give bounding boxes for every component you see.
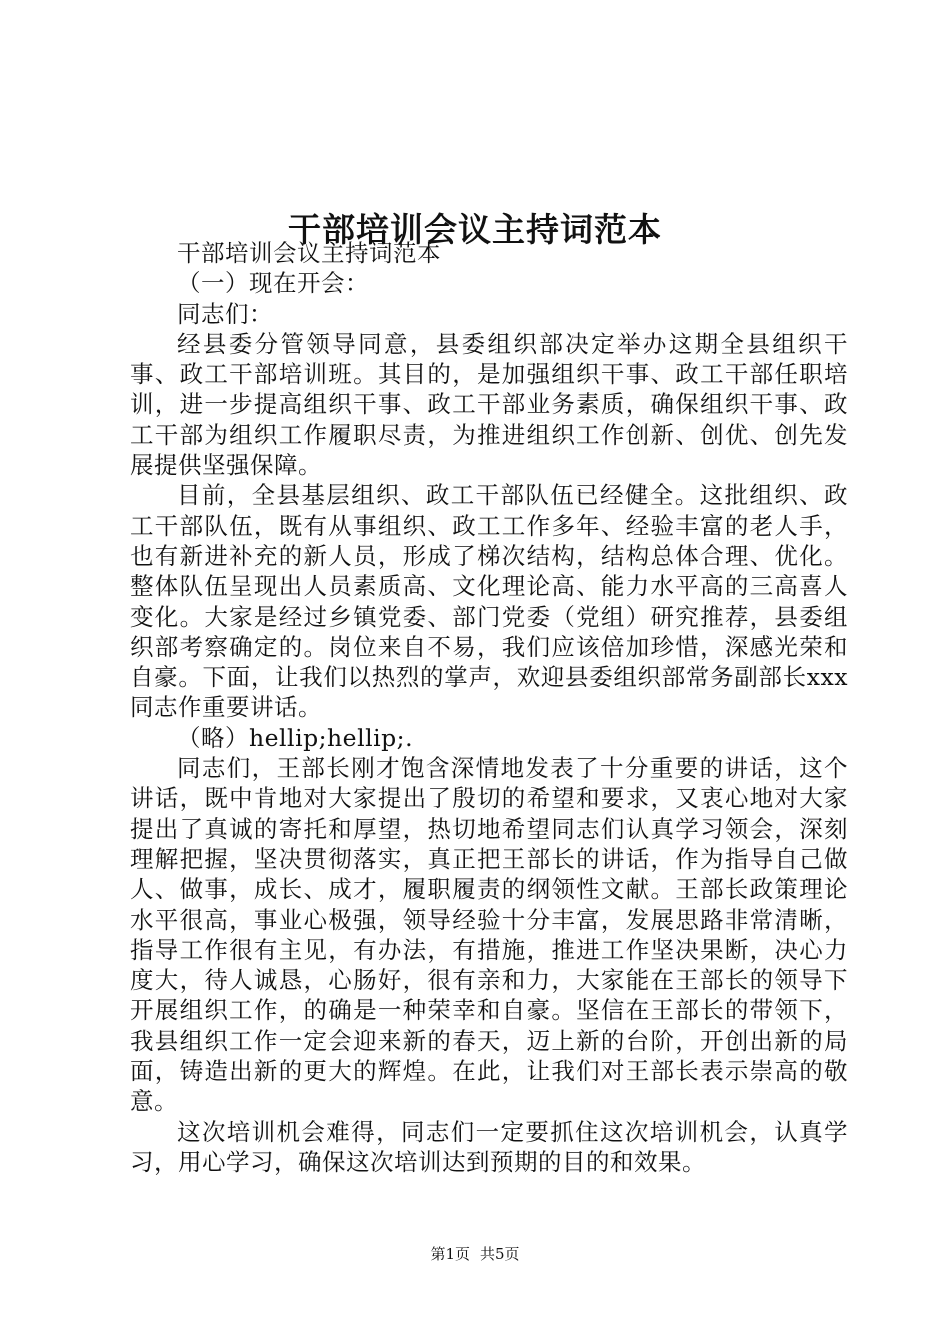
page-footer xyxy=(0,1243,950,1265)
body-paragraph: 同志们： xyxy=(177,299,273,328)
body-paragraph: 干部培训会议主持词范本 xyxy=(177,239,441,267)
body-paragraph: 经县委分管领导同意，县委组织部决定举办这期全县组织干事、政工干部培训班。其目的，是加强组织干事、政工干部任职培训，进一步提高组织干事、政工干部业务素质，确保组织干事、政工干部为组织工作履职尽责，为推进组织工作创新、创优、创先发展提供坚强保障。 xyxy=(130,329,848,480)
body-paragraph: 这次培训机会难得，同志们一定要抓住这次培训机会，认真学习，用心学习，确保这次培训达到预期的目的和效果。 xyxy=(130,1117,848,1176)
page-total: 共5页 xyxy=(480,1245,520,1263)
body-paragraph: （一）现在开会： xyxy=(177,269,369,298)
body-paragraph: 同志们，王部长刚才饱含深情地发表了十分重要的讲话，这个讲话，既中肯地对大家提出了殷切的希望和要求，又衷心地对大家提出了真诚的寄托和厚望，热切地希望同志们认真学习领会，深刻理解把握，坚决贯彻落实，真正把王部长的讲话，作为指导自己做人、做事，成长、成才，履职履责的纲领性文献。王部长政策理论水平很高，事业心极强，领导经验十分丰富，发展思路非常清晰，指导工作很有主见，有办法，有措施，推进工作坚决果断，决心力度大，待人诚恳，心肠好，很有亲和力，大家能在王部长的领导下开展组织工作，的确是一种荣幸和自豪。坚信在王部长的带领下，我县组织工作一定会迎来新的春天，迈上新的台阶，开创出新的局面，铸造出新的更大的辉煌。在此，让我们对王部长表示崇高的敬意。 xyxy=(130,754,848,1116)
body-paragraph: 目前，全县基层组织、政工干部队伍已经健全。这批组织、政工干部队伍，既有从事组织、政工工作多年、经验丰富的老人手，也有新进补充的新人员，形成了梯次结构，结构总体合理、优化。整体队伍呈现出人员素质高、文化理论高、能力水平高的三高喜人变化。大家是经过乡镇党委、部门党委（党组）研究推荐，县委组织部考察确定的。岗位来自不易，我们应该倍加珍惜，深感光荣和自豪。下面，让我们以热烈的掌声，欢迎县委组织部常务副部长xxx同志作重要讲话。 xyxy=(130,481,848,722)
page-number: 第1页 xyxy=(430,1245,470,1263)
body-paragraph: （略）hellip;hellip;. xyxy=(177,723,414,752)
document-body xyxy=(130,238,848,1177)
document-title: 干部培训会议主持词范本 xyxy=(288,210,662,250)
